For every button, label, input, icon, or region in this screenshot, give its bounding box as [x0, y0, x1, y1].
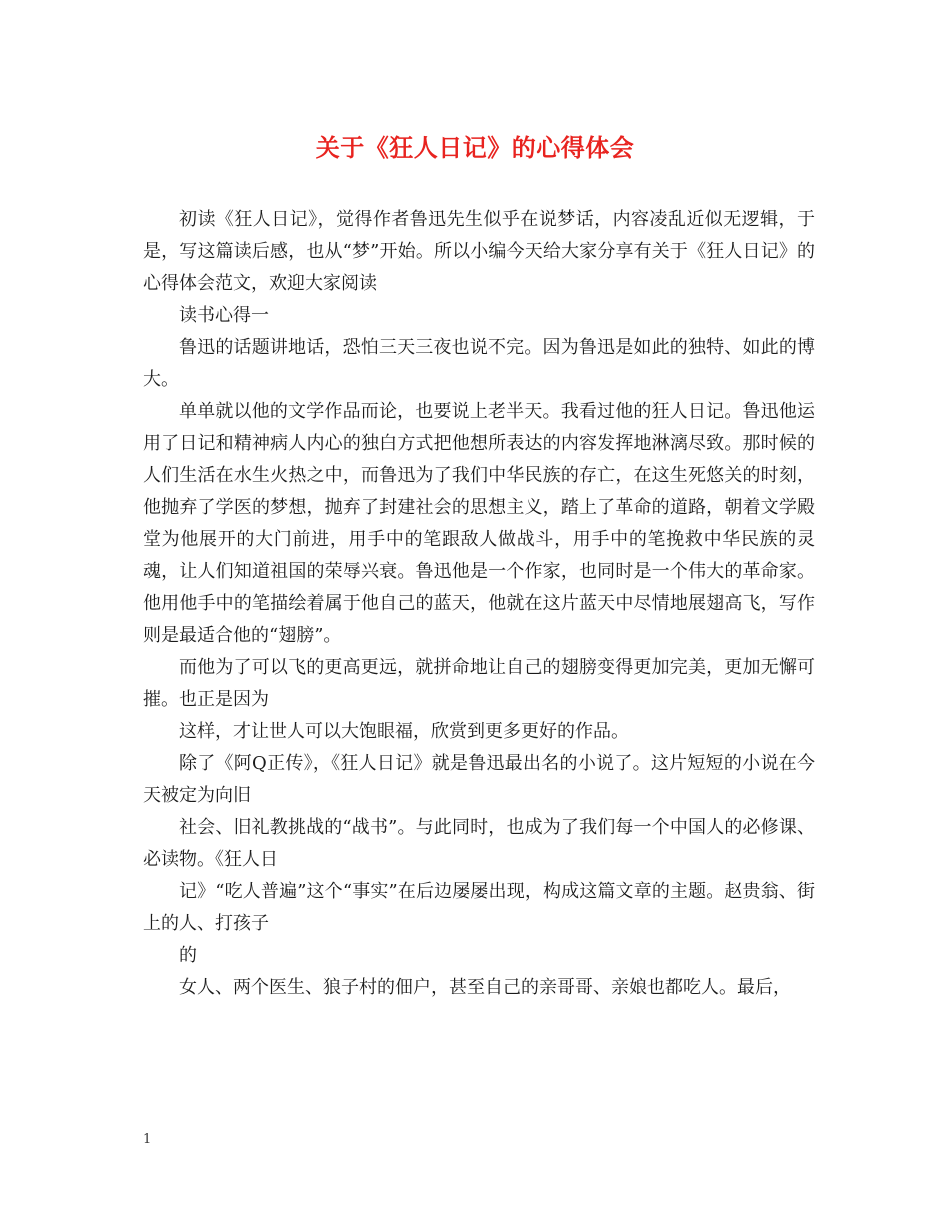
paragraph: 女人、两个医生、狼子村的佃户，甚至自己的亲哥哥、亲娘也都吃人。最后，: [179, 977, 791, 998]
paragraph: 鲁迅的话题讲地话，恐怕三天三夜也说不完。因为鲁迅是如此的独特、如此的博大。: [143, 337, 815, 390]
paragraph: 这样，才让世人可以大饱眼福，欣赏到更多更好的作品。: [179, 721, 629, 742]
paragraph: 单单就以他的文学作品而论，也要说上老半天。我看过他的狂人日记。鲁迅他运用了日记和精神病人内心的独白方式把他想所表达的内容发挥地淋漓尽致。那时候的人们生活在水生火热之中，而鲁迅为了我们中华民族的存亡，在这生死悠关的时刻，他抛弃了学医的梦想，抛弃了封建社会的思想主义，踏上了革命的道路，朝着文学殿堂为他展开的大门前进，用手中的笔跟敌人做战斗，用手中的笔挽救中华民族的灵魂，让人们知道祖国的荣辱兴衰。鲁迅他是一个作家，也同时是一个伟大的革命家。他用他手中的笔描绘着属于他自己的蓝天，他就在这片蓝天中尽情地展翅高飞，写作则是最适合他的“翅膀”。: [143, 401, 815, 646]
section-heading: 读书心得一: [179, 305, 269, 326]
paragraph: 而他为了可以飞的更高更远，就拼命地让自己的翅膀变得更加完美，更加无懈可摧。也正是因为: [143, 657, 815, 710]
paragraph: 的: [179, 945, 197, 966]
paragraph: 初读《狂人日记》，觉得作者鲁迅先生似乎在说梦话，内容凌乱近似无逻辑，于是，写这篇读后感，也从“梦”开始。所以小编今天给大家分享有关于《狂人日记》的心得体会范文，欢迎大家阅读: [143, 209, 815, 294]
paragraph: 除了《阿Q正传》，《狂人日记》就是鲁迅最出名的小说了。这片短短的小说在今天被定为向旧: [143, 753, 815, 806]
paragraph: 记》“吃人普遍”这个“事实”在后边屡屡出现，构成这篇文章的主题。赵贵翁、街上的人、打孩子: [143, 881, 815, 934]
document-body: [143, 204, 815, 1004]
page-title: 关于《狂人日记》的心得体会: [315, 133, 635, 162]
page-number: 1: [143, 1132, 152, 1147]
paragraph: 社会、旧礼教挑战的“战书”。与此同时，也成为了我们每一个中国人的必修课、必读物。《狂人日: [143, 817, 815, 870]
